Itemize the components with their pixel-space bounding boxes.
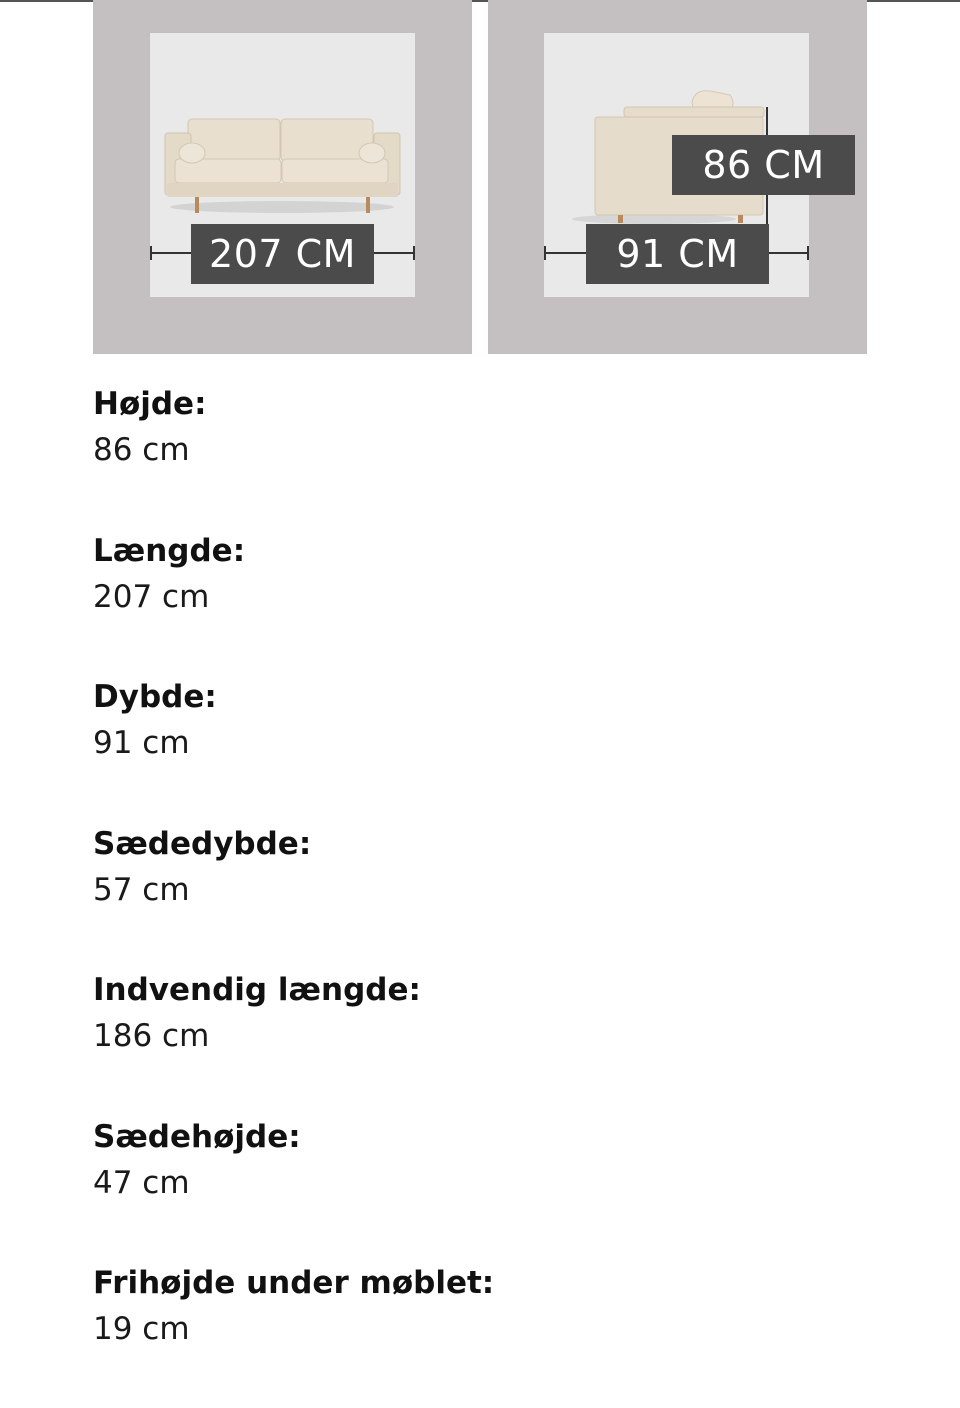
spec-item-length xyxy=(93,529,913,676)
spec-label: Sædehøjde: xyxy=(93,1118,301,1155)
side-view-image-panel[interactable] xyxy=(488,0,867,354)
spec-value: 47 cm xyxy=(93,1164,190,1201)
spec-value: 91 cm xyxy=(93,725,190,761)
length-dimension-tick-left xyxy=(150,246,152,260)
spec-label: Længde: xyxy=(93,532,246,569)
dimension-specs-list xyxy=(93,382,913,1408)
spec-label: Frihøjde under møblet: xyxy=(93,1265,495,1301)
spec-label: Indvendig længde: xyxy=(93,972,421,1008)
depth-dimension-tick-left xyxy=(544,246,546,260)
spec-item-seat-height xyxy=(93,1115,913,1262)
spec-item-depth xyxy=(93,675,913,822)
spec-value: 57 cm xyxy=(93,871,190,908)
length-dimension-badge: 207 CM xyxy=(191,224,374,284)
length-dimension-tick-right xyxy=(413,246,415,260)
depth-dimension-tick-right xyxy=(807,246,809,260)
spec-value: 86 cm xyxy=(93,432,190,468)
front-view-image-panel[interactable] xyxy=(93,0,472,354)
spec-value: 186 cm xyxy=(93,1018,210,1054)
spec-item-seat-depth xyxy=(93,822,913,969)
depth-dimension-badge: 91 CM xyxy=(586,224,769,284)
spec-label: Dybde: xyxy=(93,679,217,715)
spec-value: 19 cm xyxy=(93,1311,190,1347)
spec-value: 207 cm xyxy=(93,578,210,615)
spec-label: Højde: xyxy=(93,386,207,422)
spec-item-height xyxy=(93,382,913,529)
spec-label: Sædedybde: xyxy=(93,825,312,862)
spec-item-inner-length xyxy=(93,968,913,1115)
height-dimension-badge: 86 CM xyxy=(672,135,855,195)
